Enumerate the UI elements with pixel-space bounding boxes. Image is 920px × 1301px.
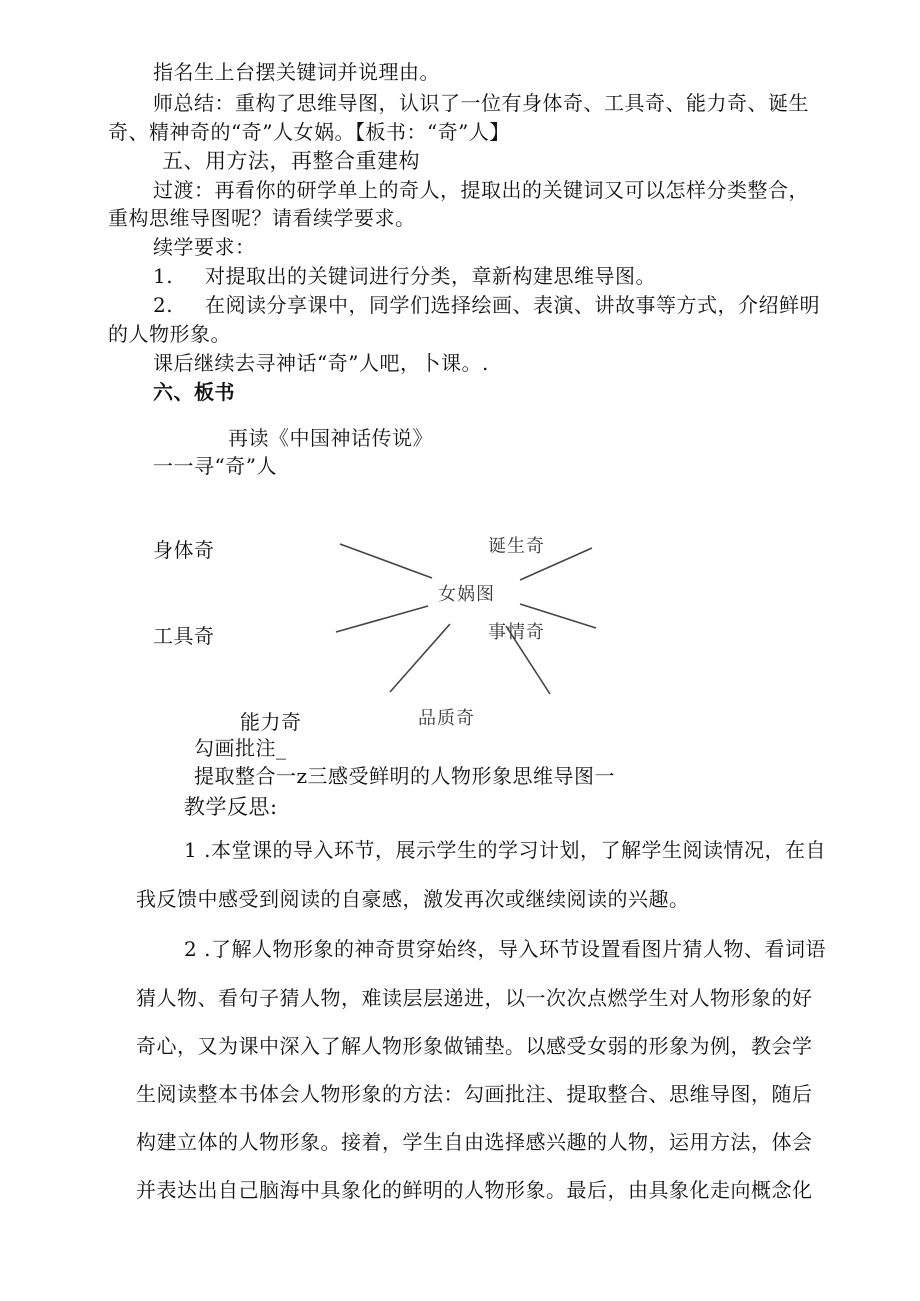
mind-map-branch [336, 606, 428, 632]
board-note-extract: 提取整合一z三感受鲜明的人物形象思维导图一 [194, 764, 616, 788]
line-summary-1: 师总结：重构了思维导图，认识了一位有身体奇、工具奇、能力奇、诞生 [153, 91, 809, 115]
board-note-annotate: 勾画批注_ [194, 736, 287, 760]
reflection-p1-line2: 我反馈中感受到阅读的自豪感，激发再次或继续阅读的兴趣。 [136, 887, 690, 911]
mind-map-node-quality: 品质奇 [418, 708, 475, 729]
mind-map-node-love: 事情奇 [488, 622, 545, 643]
mind-map-center: 女娲图 [438, 584, 495, 605]
line-requirements-label: 续学要求： [153, 235, 256, 259]
mind-map-branch [390, 624, 450, 692]
requirement-2-cont: 的人物形象。 [108, 322, 231, 346]
board-left-tool: 工具奇 [153, 624, 215, 648]
reflection-p2-line4: 生阅读整本书体会人物形象的方法：勾画批注、提取整合、思维导图，随后 [136, 1082, 813, 1106]
line-summary-2: 奇、精神奇的“奇”人女娲。【板书：“奇”人】 [108, 120, 510, 144]
section-five-heading: 五、用方法，再整合重建构 [162, 149, 420, 173]
mind-map-branch [340, 544, 432, 578]
reflection-p2-line3: 奇心，又为课中深入了解人物形象做铺垫。以感受女弱的形象为例，教会学 [136, 1034, 813, 1058]
line-call-student: 指名生上台摆关键词并说理由。 [153, 60, 440, 84]
line-after-class: 课后继续去寻神话“奇”人吧，卜课。. [153, 351, 489, 375]
mind-map-node-birth: 诞生奇 [488, 536, 545, 557]
board-subtitle: 一一寻“奇”人 [153, 454, 277, 478]
board-left-body: 身体奇 [153, 538, 215, 562]
requirement-2-number: 2. [153, 293, 174, 317]
mind-map-diagram [320, 520, 620, 740]
requirement-2-text: 在阅读分享课中，同学们选择绘画、表演、讲故事等方式，介绍鲜明 [205, 293, 820, 317]
line-transition-1: 过渡：再看你的研学单上的奇人，提取出的关键词又可以怎样分类整合， [153, 178, 809, 202]
reflection-p2-line1: 2 .了解人物形象的神奇贯穿始终，导入环节设置看图片猜人物、看词语 [184, 937, 826, 961]
reflection-p2-line2: 猜人物、看句子猜人物，难读层层递进，以一次次点燃学生对人物形象的好 [136, 986, 813, 1010]
board-left-ability: 能力奇 [240, 710, 302, 734]
reflection-p1-line1: 1 .本堂课的导入环节，展示学生的学习计划，了解学生阅读情况，在自 [184, 838, 826, 862]
requirement-1-number: 1. [153, 264, 174, 288]
requirement-1-text: 对提取出的关键词进行分类，章新构建思维导图。 [205, 264, 656, 288]
reflection-p2-line6: 并表达出自己脑海中具象化的鲜明的人物形象。最后，由具象化走向概念化 [136, 1178, 813, 1202]
board-title: 再读《中国神话传说》 [228, 426, 433, 450]
reflection-p2-line5: 构建立体的人物形象。接着，学生自由选择感兴趣的人物，运用方法，体会 [136, 1130, 813, 1154]
section-six-heading: 六、板书 [153, 380, 235, 404]
reflection-heading: 教学反思: [184, 795, 278, 819]
line-transition-2: 重构思维导图呢？请看续学要求。 [108, 206, 416, 230]
